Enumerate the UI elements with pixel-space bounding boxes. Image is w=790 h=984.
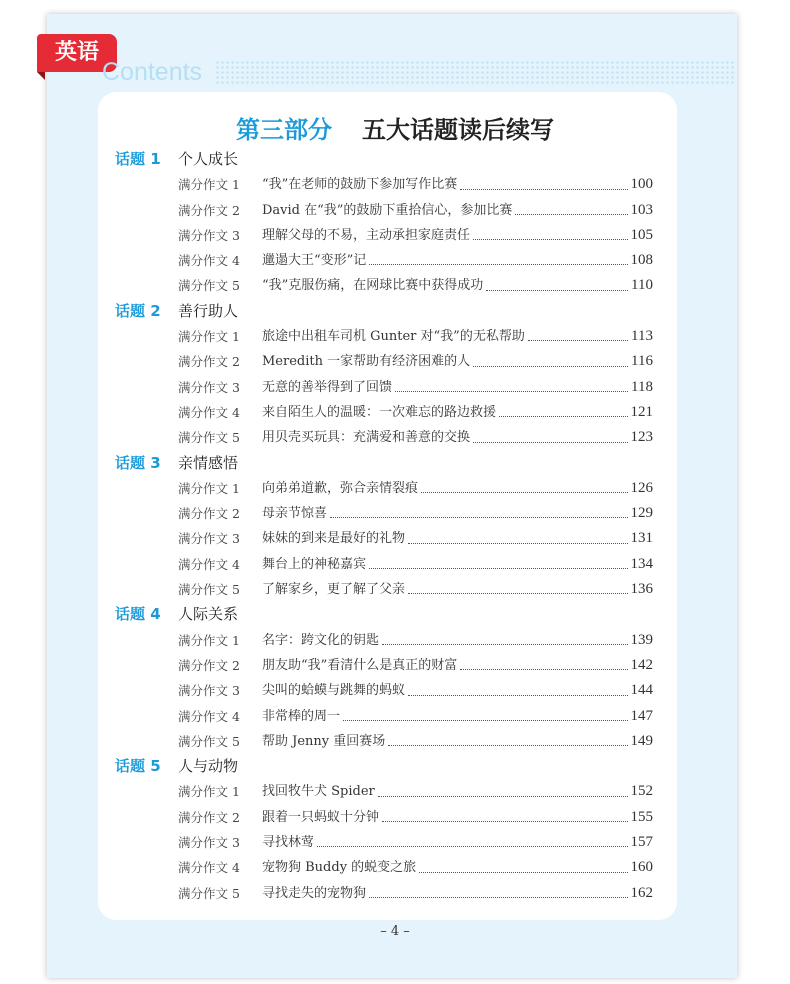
dot-leader (460, 172, 627, 189)
entry-label: 满分作文 1 (178, 480, 240, 496)
entry-title: 了解家乡，更了解了父亲 (262, 582, 406, 598)
entry-page: 134 (630, 555, 653, 572)
topic-number: 话题 3 (115, 453, 161, 472)
toc-entry[interactable] (0, 349, 790, 374)
entry-label: 满分作文 2 (178, 202, 240, 218)
dot-leader (378, 779, 628, 796)
toc-entry[interactable] (0, 678, 790, 703)
entry-page: 100 (630, 176, 653, 193)
topic-number: 话题 2 (115, 301, 161, 320)
entry-page: 129 (630, 505, 653, 522)
dot-leader (369, 881, 627, 898)
entry-title: 母亲节惊喜 (262, 506, 328, 522)
entry-title: 妹妹的到来是最好的礼物 (262, 531, 406, 547)
entry-label: 满分作文 2 (178, 506, 240, 522)
entry-page: 142 (630, 656, 653, 673)
entry-title: “我”在老师的鼓励下参加写作比赛 (262, 177, 458, 193)
entry-page: 147 (630, 707, 653, 724)
toc-entry[interactable] (0, 855, 790, 880)
entry-page: 113 (631, 328, 653, 345)
toc-entry[interactable] (0, 552, 790, 577)
entry-title: 宠物狗 Buddy 的蜕变之旅 (262, 860, 417, 876)
topic-heading[interactable] (0, 602, 790, 627)
dot-leader (421, 476, 627, 493)
entry-label: 满分作文 4 (178, 708, 240, 724)
dot-leader (408, 678, 627, 695)
entry-page: 108 (630, 252, 653, 269)
toc-entry[interactable] (0, 476, 790, 501)
dot-leader (388, 729, 627, 746)
entry-page: 103 (630, 201, 653, 218)
dot-leader (460, 653, 627, 670)
dot-leader (369, 552, 627, 569)
dot-leader (369, 248, 627, 265)
toc-entry[interactable] (0, 248, 790, 273)
entry-page: 121 (630, 403, 653, 420)
dot-leader (486, 273, 628, 290)
entry-label: 满分作文 3 (178, 227, 240, 243)
dot-leader (473, 223, 627, 240)
entry-label: 满分作文 2 (178, 809, 240, 825)
entry-title: 找回牧牛犬 Spider (262, 784, 375, 800)
entry-page: 118 (631, 378, 653, 395)
topic-name: 个人成长 (178, 150, 239, 168)
entry-title: 用贝壳买玩具：充满爱和善意的交换 (262, 430, 471, 446)
topic-heading[interactable] (0, 299, 790, 324)
entry-page: 157 (630, 834, 653, 851)
entry-label: 满分作文 1 (178, 177, 240, 193)
dot-pattern (215, 60, 735, 84)
entry-label: 满分作文 5 (178, 278, 240, 294)
dot-leader (515, 198, 627, 215)
topic-number: 话题 1 (115, 150, 161, 168)
part-label: 第三部分 (236, 116, 332, 144)
toc-entry[interactable] (0, 729, 790, 754)
entry-title: Meredith 一家帮助有经济困难的人 (262, 354, 471, 370)
entry-title: 无意的善举得到了回馈 (262, 379, 393, 395)
entry-title: 非常棒的周一 (262, 708, 341, 724)
entry-title: 向弟弟道歉，弥合亲情裂痕 (262, 480, 419, 496)
dot-leader (499, 400, 627, 417)
entry-page: 131 (630, 530, 653, 547)
entry-label: 满分作文 2 (178, 657, 240, 673)
toc-entry[interactable] (0, 375, 790, 400)
page-number: – 4 – (380, 924, 410, 939)
entry-title: 旅途中出租车司机 Gunter 对“我”的无私帮助 (262, 329, 525, 345)
toc-entry[interactable] (0, 805, 790, 830)
contents-heading: Contents (102, 58, 203, 86)
part-name: 五大话题读后续写 (362, 116, 554, 144)
entry-label: 满分作文 5 (178, 733, 240, 749)
topic-heading[interactable] (0, 754, 790, 779)
dot-leader (408, 577, 627, 594)
entry-page: 149 (630, 732, 653, 749)
dot-leader (473, 425, 627, 442)
toc-entry[interactable] (0, 577, 790, 602)
dot-leader (382, 628, 627, 645)
entry-label: 满分作文 1 (178, 784, 240, 800)
entry-label: 满分作文 1 (178, 632, 240, 648)
entry-title: 名字：跨文化的钥匙 (262, 632, 380, 648)
entry-label: 满分作文 3 (178, 379, 240, 395)
entry-title: 邋遢大王“变形”记 (262, 253, 367, 269)
entry-title: 朋友助“我”看清什么是真正的财富 (262, 657, 458, 673)
entry-title: 寻找走失的宠物狗 (262, 885, 367, 901)
dot-leader (408, 526, 627, 543)
dot-leader (473, 349, 628, 366)
entry-title: 尖叫的蛤蟆与跳舞的蚂蚁 (262, 683, 406, 699)
entry-page: 144 (630, 682, 653, 699)
entry-title: 理解父母的不易，主动承担家庭责任 (262, 227, 471, 243)
entry-page: 162 (630, 884, 653, 901)
entry-label: 满分作文 3 (178, 835, 240, 851)
entry-page: 139 (630, 631, 653, 648)
toc-entry[interactable] (0, 223, 790, 248)
entry-label: 满分作文 3 (178, 531, 240, 547)
topic-name: 亲情感悟 (178, 453, 239, 472)
dot-leader (528, 324, 628, 341)
dot-leader (382, 805, 627, 822)
entry-label: 满分作文 5 (178, 430, 240, 446)
entry-page: 110 (631, 277, 653, 294)
toc-entry[interactable] (0, 881, 790, 906)
dot-leader (419, 855, 627, 872)
entry-page: 155 (630, 808, 653, 825)
entry-label: 满分作文 5 (178, 885, 240, 901)
entry-label: 满分作文 4 (178, 860, 240, 876)
toc-entry[interactable] (0, 501, 790, 526)
topic-number: 话题 4 (115, 605, 161, 624)
toc-entry[interactable] (0, 172, 790, 197)
topic-heading[interactable] (0, 147, 790, 172)
entry-label: 满分作文 2 (178, 354, 240, 370)
topic-name: 人际关系 (178, 605, 239, 624)
topic-name: 人与动物 (178, 757, 239, 776)
entry-page: 126 (630, 479, 653, 496)
dot-leader (330, 501, 627, 518)
entry-title: David 在“我”的鼓励下重拾信心，参加比赛 (262, 202, 513, 218)
dot-leader (395, 375, 628, 392)
entry-page: 160 (630, 859, 653, 876)
part-title (0, 110, 790, 145)
toc-entry[interactable] (0, 273, 790, 298)
toc-entry[interactable] (0, 653, 790, 678)
toc-entry[interactable] (0, 324, 790, 349)
entry-title: “我”克服伤痛，在网球比赛中获得成功 (262, 278, 484, 294)
toc-entry[interactable] (0, 830, 790, 855)
entry-title: 来自陌生人的温暖：一次难忘的路边救援 (262, 404, 497, 420)
toc-entry[interactable] (0, 779, 790, 804)
toc-entry[interactable] (0, 400, 790, 425)
toc-entry[interactable] (0, 198, 790, 223)
entry-page: 152 (630, 783, 653, 800)
subject-badge: 英语 (37, 34, 117, 72)
entry-page: 116 (631, 353, 653, 370)
entry-label: 满分作文 3 (178, 683, 240, 699)
toc-entry[interactable] (0, 628, 790, 653)
entry-page: 136 (630, 581, 653, 598)
entry-title: 舞台上的神秘嘉宾 (262, 556, 367, 572)
entry-title: 寻找林莺 (262, 835, 315, 851)
entry-title: 帮助 Jenny 重回赛场 (262, 733, 386, 749)
entry-label: 满分作文 1 (178, 329, 240, 345)
topic-name: 善行助人 (178, 301, 239, 320)
entry-page: 105 (630, 226, 653, 243)
topic-number: 话题 5 (115, 757, 161, 776)
dot-leader (317, 830, 627, 847)
toc-entry[interactable] (0, 425, 790, 450)
entry-title: 跟着一只蚂蚁十分钟 (262, 809, 380, 825)
toc-entry[interactable] (0, 704, 790, 729)
dot-leader (343, 704, 627, 721)
entry-label: 满分作文 4 (178, 556, 240, 572)
toc-list (0, 147, 790, 906)
entry-page: 123 (630, 429, 653, 446)
entry-label: 满分作文 4 (178, 253, 240, 269)
toc-entry[interactable] (0, 526, 790, 551)
entry-label: 满分作文 4 (178, 404, 240, 420)
topic-heading[interactable] (0, 451, 790, 476)
entry-label: 满分作文 5 (178, 582, 240, 598)
